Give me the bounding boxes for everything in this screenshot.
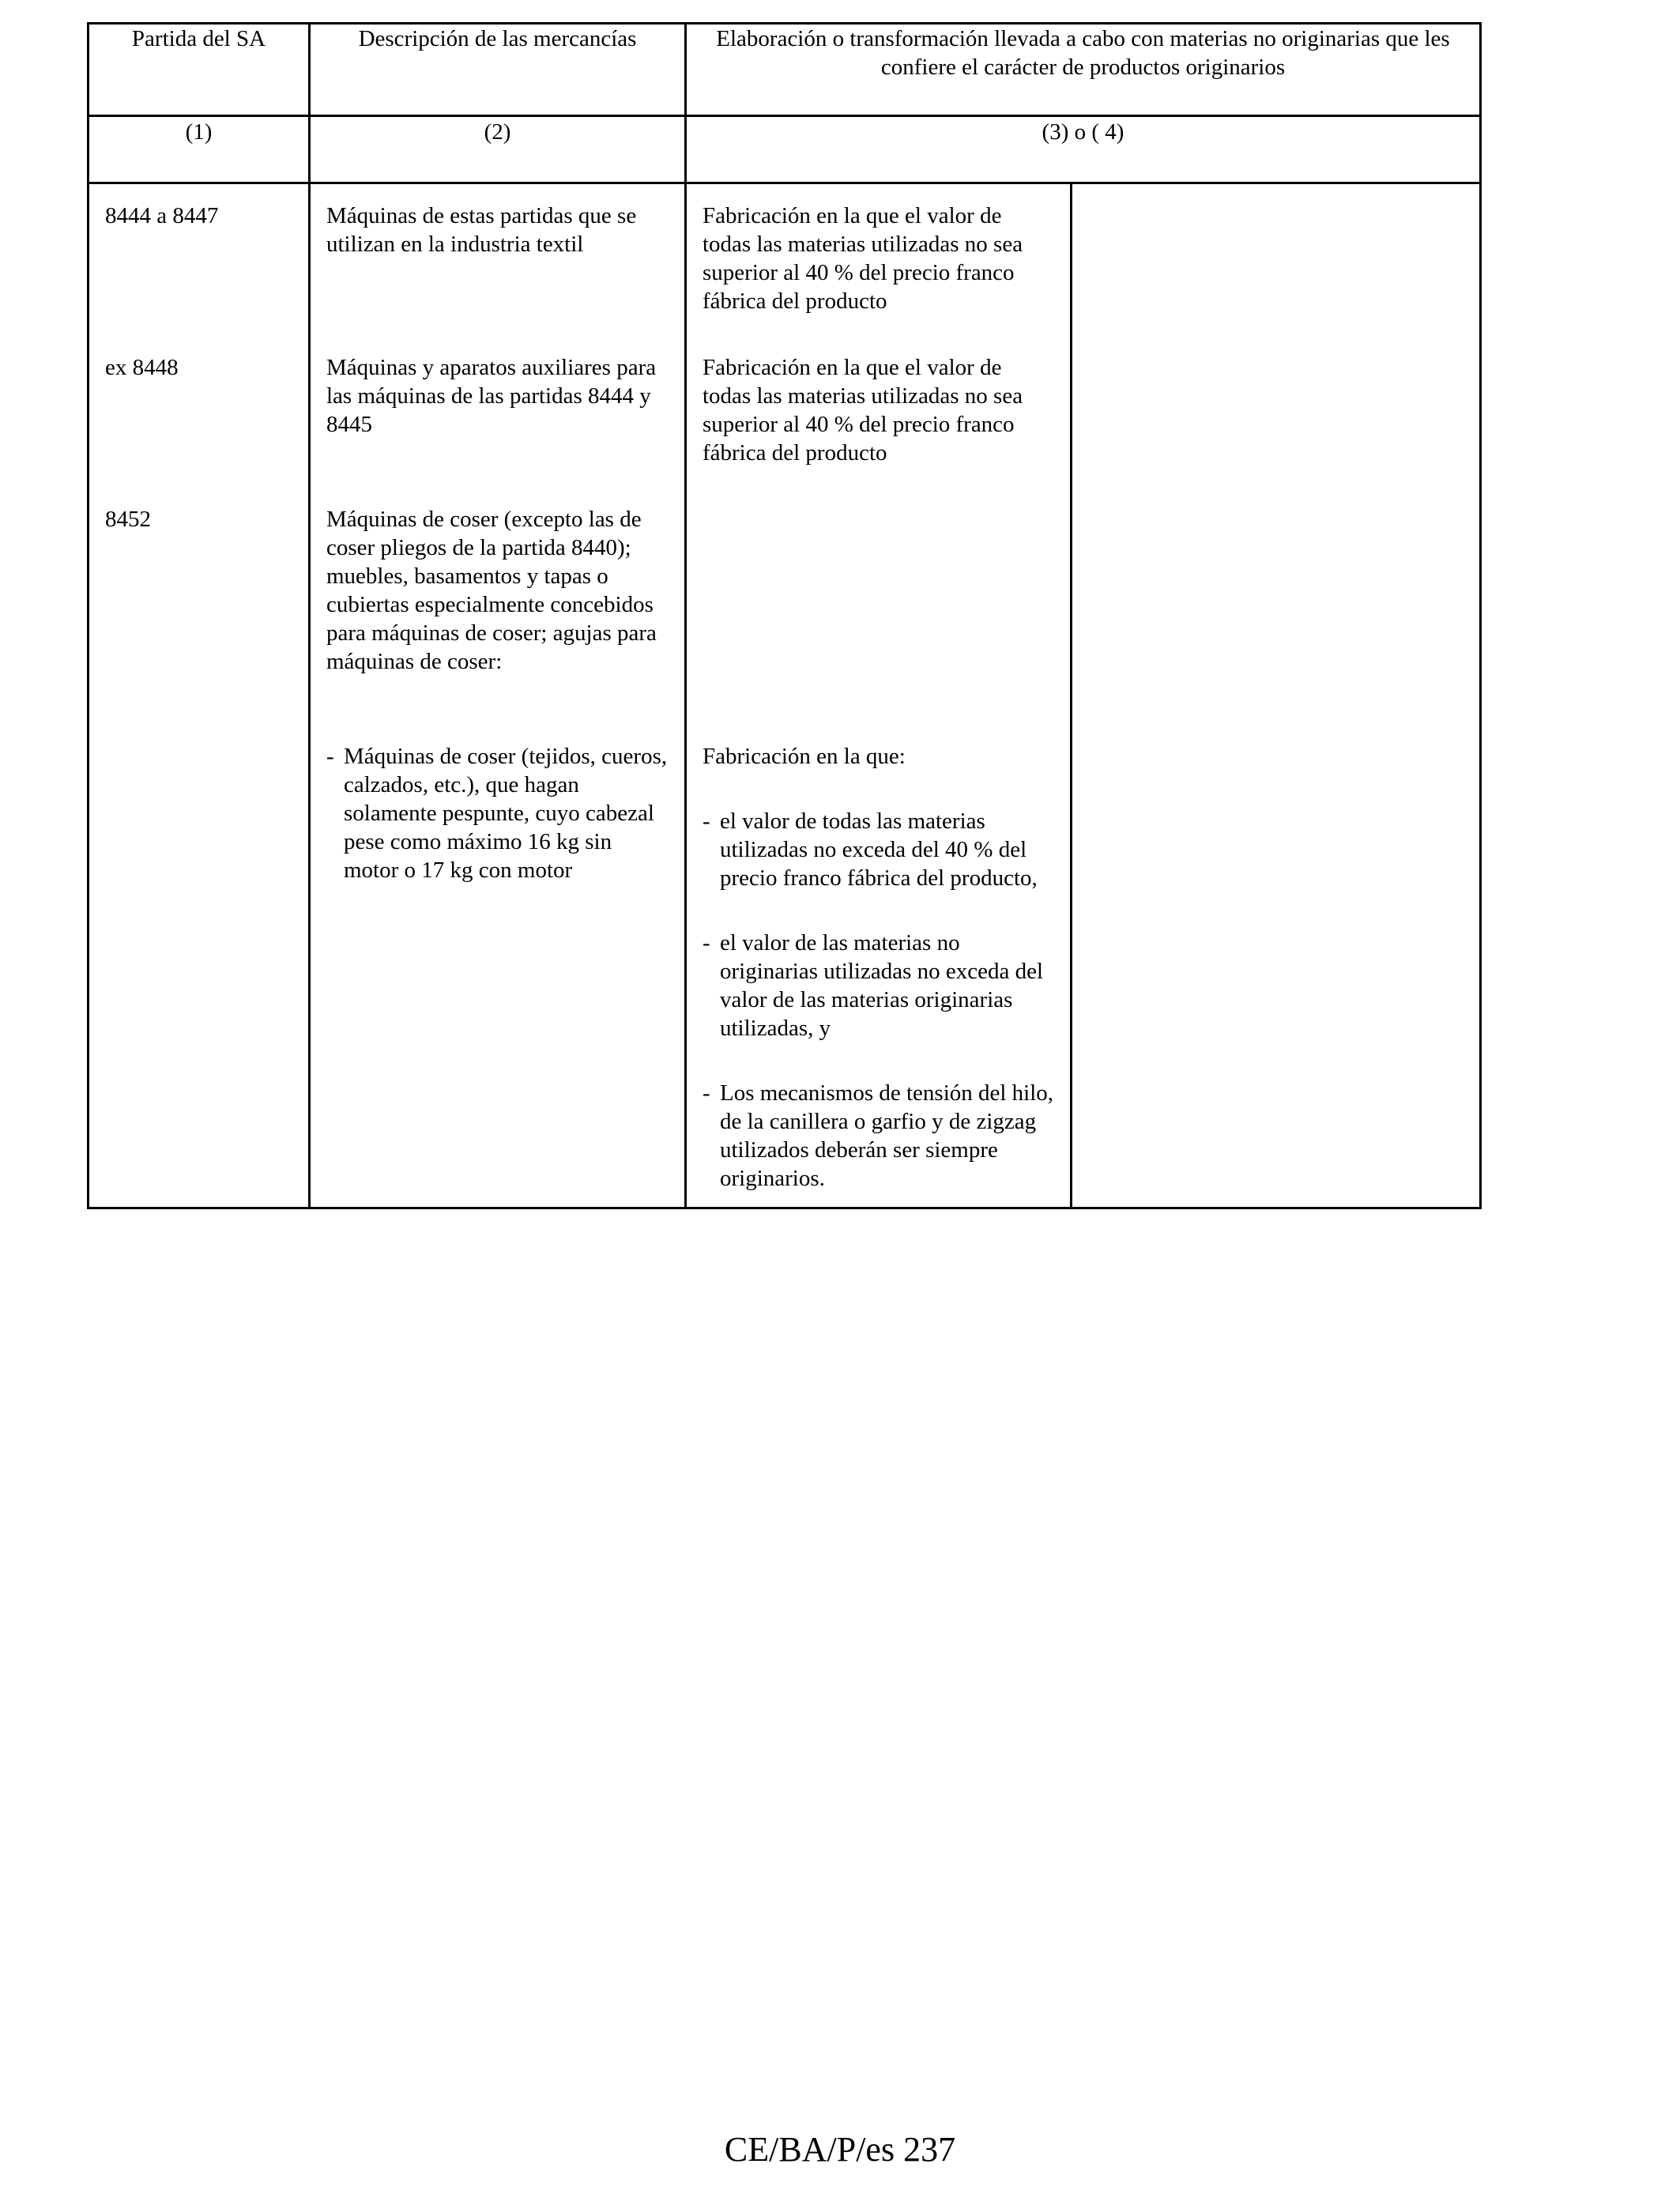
sub-description-text: Máquinas de coser (tejidos, cueros, calzados, etc.), que hagan solamente pespunte, cuyo cabezal pese como máximo 16 kg sin motor o 17 kg con motor <box>344 744 668 883</box>
table-header-row <box>89 24 1481 116</box>
sub-description-item <box>326 742 669 884</box>
header-descripcion: Descripción de las mercancías <box>310 24 686 116</box>
sub-rule-item <box>703 1079 1054 1193</box>
sub-rule-item <box>703 929 1054 1042</box>
rules-cell <box>686 183 1072 1208</box>
dash-marker: - <box>703 1080 710 1106</box>
descriptions-cell <box>310 183 686 1208</box>
row-code: 8444 a 8447 <box>105 203 219 228</box>
row-description: Máquinas de estas partidas que se utilizan en la industria textil <box>326 203 637 257</box>
row-description: Máquinas y aparatos auxiliares para las máquinas de las partidas 8444 y 8445 <box>326 355 657 437</box>
dash-marker: - <box>703 930 710 956</box>
row-code: ex 8448 <box>105 355 179 380</box>
row-description: Máquinas de coser (excepto las de coser pliegos de la partida 8440); muebles, basamentos y tapas o cubiertas especialmente concebidos para máquinas de coser; agujas para máquinas de coser: <box>326 507 657 674</box>
row-rule: Fabricación en la que el valor de todas las materias utilizadas no sea superior al 40 % del precio franco fábrica del producto <box>703 355 1023 466</box>
sub-rule-intro: Fabricación en la que: <box>703 744 906 769</box>
table-body-row <box>89 183 1481 1208</box>
row-rule: Fabricación en la que el valor de todas las materias utilizadas no sea superior al 40 % del precio franco fábrica del producto <box>703 203 1023 314</box>
sub-rule-item <box>703 807 1054 892</box>
dash-marker: - <box>703 809 710 834</box>
dash-marker: - <box>326 744 334 769</box>
rules-table <box>87 22 1482 1209</box>
column-number-1: (1) <box>89 116 310 183</box>
sub-rule-text: Los mecanismos de tensión del hilo, de la canillera o garfio y de zigzag utilizados deberán ser siempre originarios. <box>720 1080 1054 1191</box>
codes-cell <box>89 183 310 1208</box>
header-elaboracion: Elaboración o transformación llevada a cabo con materias no originarias que les confiere el carácter de productos originarios <box>686 24 1481 116</box>
column-number-2: (2) <box>310 116 686 183</box>
table-number-row <box>89 116 1481 183</box>
sub-rule-text: el valor de las materias no originarias utilizadas no exceda del valor de las materias originarias utilizadas, y <box>720 930 1044 1041</box>
header-partida: Partida del SA <box>89 24 310 116</box>
column-number-3-4: (3) o ( 4) <box>686 116 1481 183</box>
row-code: 8452 <box>105 507 151 532</box>
page-reference: CE/BA/P/es 237 <box>724 2130 956 2169</box>
sub-rule-text: el valor de todas las materias utilizadas no exceda del 40 % del precio franco fábrica del producto, <box>720 809 1038 891</box>
alternative-rule-cell <box>1072 183 1481 1208</box>
